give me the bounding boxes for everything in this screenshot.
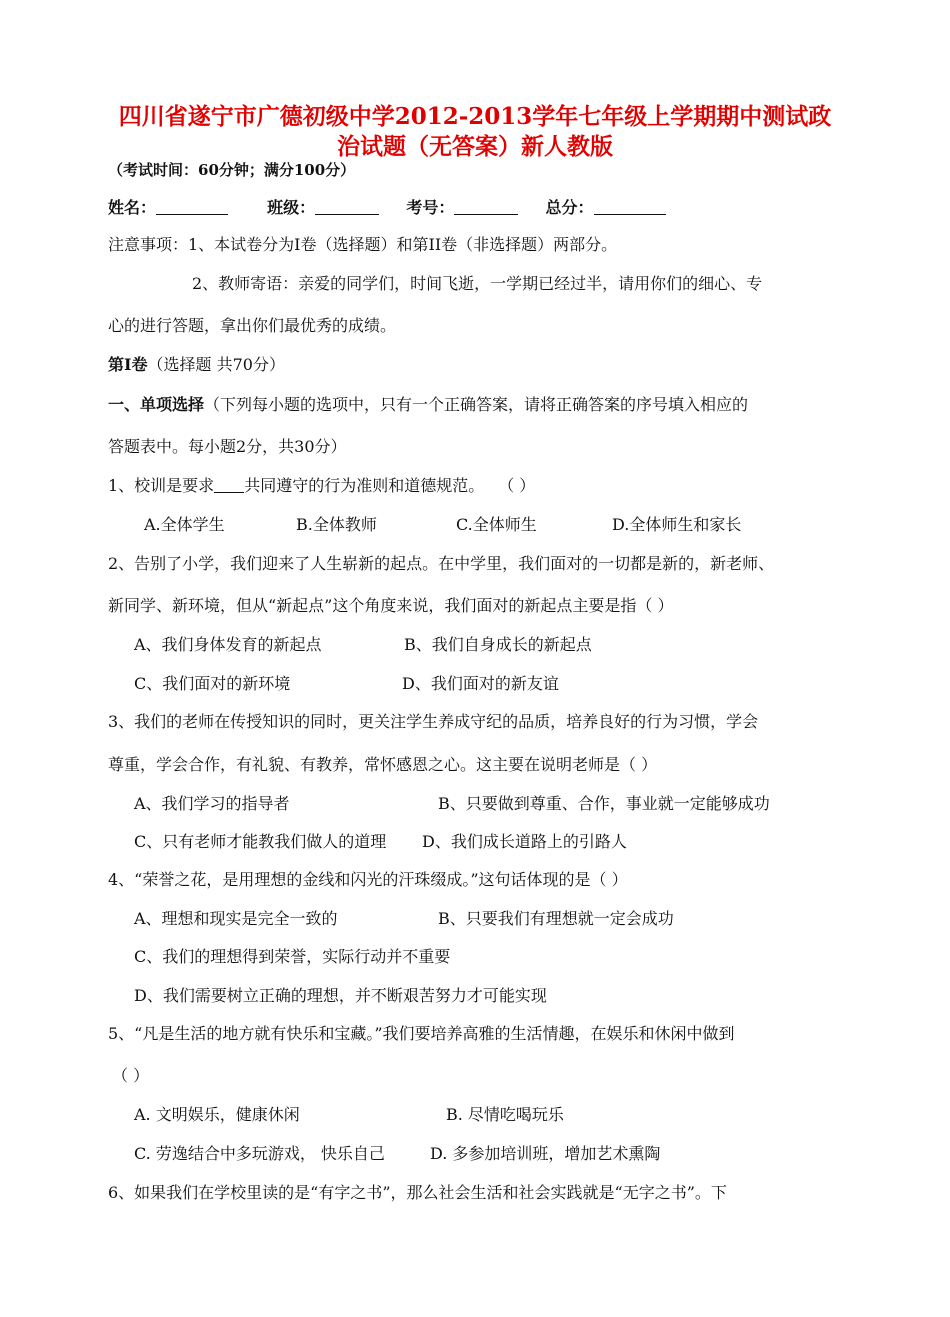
q2-option-b: B、我们自身成长的新起点 [404, 635, 592, 654]
q1-text-after: 共同遵守的行为准则和道德规范。 [244, 476, 485, 495]
q4-option-a: A、理想和现实是完全一致的 [134, 909, 338, 928]
q2-line1: 2、告别了小学，我们迎来了人生崭新的起点。在中学里，我们面对的一切都是新的，新老师、 [108, 554, 775, 573]
number-label: 考号： [406, 198, 455, 217]
q1-option-b: B.全体教师 [296, 515, 377, 534]
q3-option-b: B、只要做到尊重、合作，事业就一定能够成功 [438, 794, 770, 813]
note-2-line2: 心的进行答题，拿出你们最优秀的成绩。 [108, 316, 397, 335]
note-1: 注意事项：1、本试卷分为Ⅰ卷（选择题）和第II卷（非选择题）两部分。 [108, 235, 618, 254]
q1-option-a: A.全体学生 [144, 515, 225, 534]
q2-option-a: A、我们身体发育的新起点 [134, 635, 322, 654]
score-label: 总分： [545, 198, 594, 217]
q5-line2: （ ） [112, 1066, 150, 1085]
q5-option-a: A. 文明娱乐，健康休闲 [134, 1105, 300, 1124]
number-blank [454, 198, 518, 215]
exam-title-line2: 治试题（无答案）新人教版 [337, 133, 613, 160]
q5-option-b: B. 尽情吃喝玩乐 [446, 1105, 564, 1124]
q5-option-d: D. 多参加培训班，增加艺术熏陶 [430, 1144, 661, 1163]
q1-option-d: D.全体师生和家长 [612, 515, 742, 534]
name-label: 姓名： [108, 198, 157, 217]
student-info-row [108, 198, 666, 218]
q4-line1: 4、“荣誉之花，是用理想的金线和闪光的汗珠缀成。”这句话体现的是（ ） [108, 870, 628, 889]
note-2-line1: 2、教师寄语：亲爱的同学们，时间飞逝，一学期已经过半，请用你们的细心、专 [192, 274, 763, 293]
q2-option-d: D、我们面对的新友谊 [402, 674, 559, 693]
q5-option-c: C. 劳逸结合中多玩游戏， 快乐自己 [134, 1144, 385, 1163]
section-heading-desc: （下列每小题的选项中，只有一个正确答案，请将正确答案的序号填入相应的 [204, 395, 749, 414]
volume-label: 第Ⅰ卷 [108, 355, 148, 374]
q3-line2: 尊重，学会合作，有礼貌、有教养，常怀感恩之心。这主要在说明老师是（ ） [108, 755, 658, 774]
q1-blank [214, 476, 244, 493]
section-heading-label: 一、单项选择 [108, 395, 205, 414]
q2-line2: 新同学、新环境，但从“新起点”这个角度来说，我们面对的新起点主要是指（ ） [108, 596, 674, 615]
q3-option-c: C、只有老师才能教我们做人的道理 [134, 832, 387, 851]
q2-option-c: C、我们面对的新环境 [134, 674, 291, 693]
q4-option-c: C、我们的理想得到荣誉，实际行动并不重要 [134, 947, 451, 966]
question-1 [108, 476, 535, 496]
exam-title-line1: 四川省遂宁市广德初级中学2012-2013学年七年级上学期期中测试政 [118, 103, 832, 130]
score-blank [594, 198, 666, 215]
volume-heading [108, 355, 285, 375]
q1-option-c: C.全体师生 [456, 515, 537, 534]
section-heading-line2: 答题表中。每小题2分，共30分） [108, 437, 347, 456]
q3-line1: 3、我们的老师在传授知识的同时，更关注学生养成守纪的品质，培养良好的行为习惯，学会 [108, 712, 759, 731]
q1-answer-paren: （ ） [498, 476, 536, 495]
class-label: 班级： [267, 198, 316, 217]
q3-option-a: A、我们学习的指导者 [134, 794, 290, 813]
volume-desc: （选择题 共70分） [147, 355, 285, 374]
name-blank [156, 198, 228, 215]
class-blank [315, 198, 379, 215]
section-heading-line1 [108, 395, 748, 415]
q6-line1: 6、如果我们在学校里读的是“有字之书”，那么社会生活和社会实践就是“无字之书”。下 [108, 1183, 727, 1202]
q1-text-before: 1、校训是要求 [108, 476, 215, 495]
q5-line1: 5、“凡是生活的地方就有快乐和宝藏。”我们要培养高雅的生活情趣，在娱乐和休闲中做到 [108, 1024, 735, 1043]
q4-option-b: B、只要我们有理想就一定会成功 [438, 909, 674, 928]
q4-option-d: D、我们需要树立正确的理想，并不断艰苦努力才可能实现 [134, 986, 547, 1005]
exam-info: （考试时间：60分钟；满分100分） [108, 161, 356, 179]
q3-option-d: D、我们成长道路上的引路人 [422, 832, 627, 851]
